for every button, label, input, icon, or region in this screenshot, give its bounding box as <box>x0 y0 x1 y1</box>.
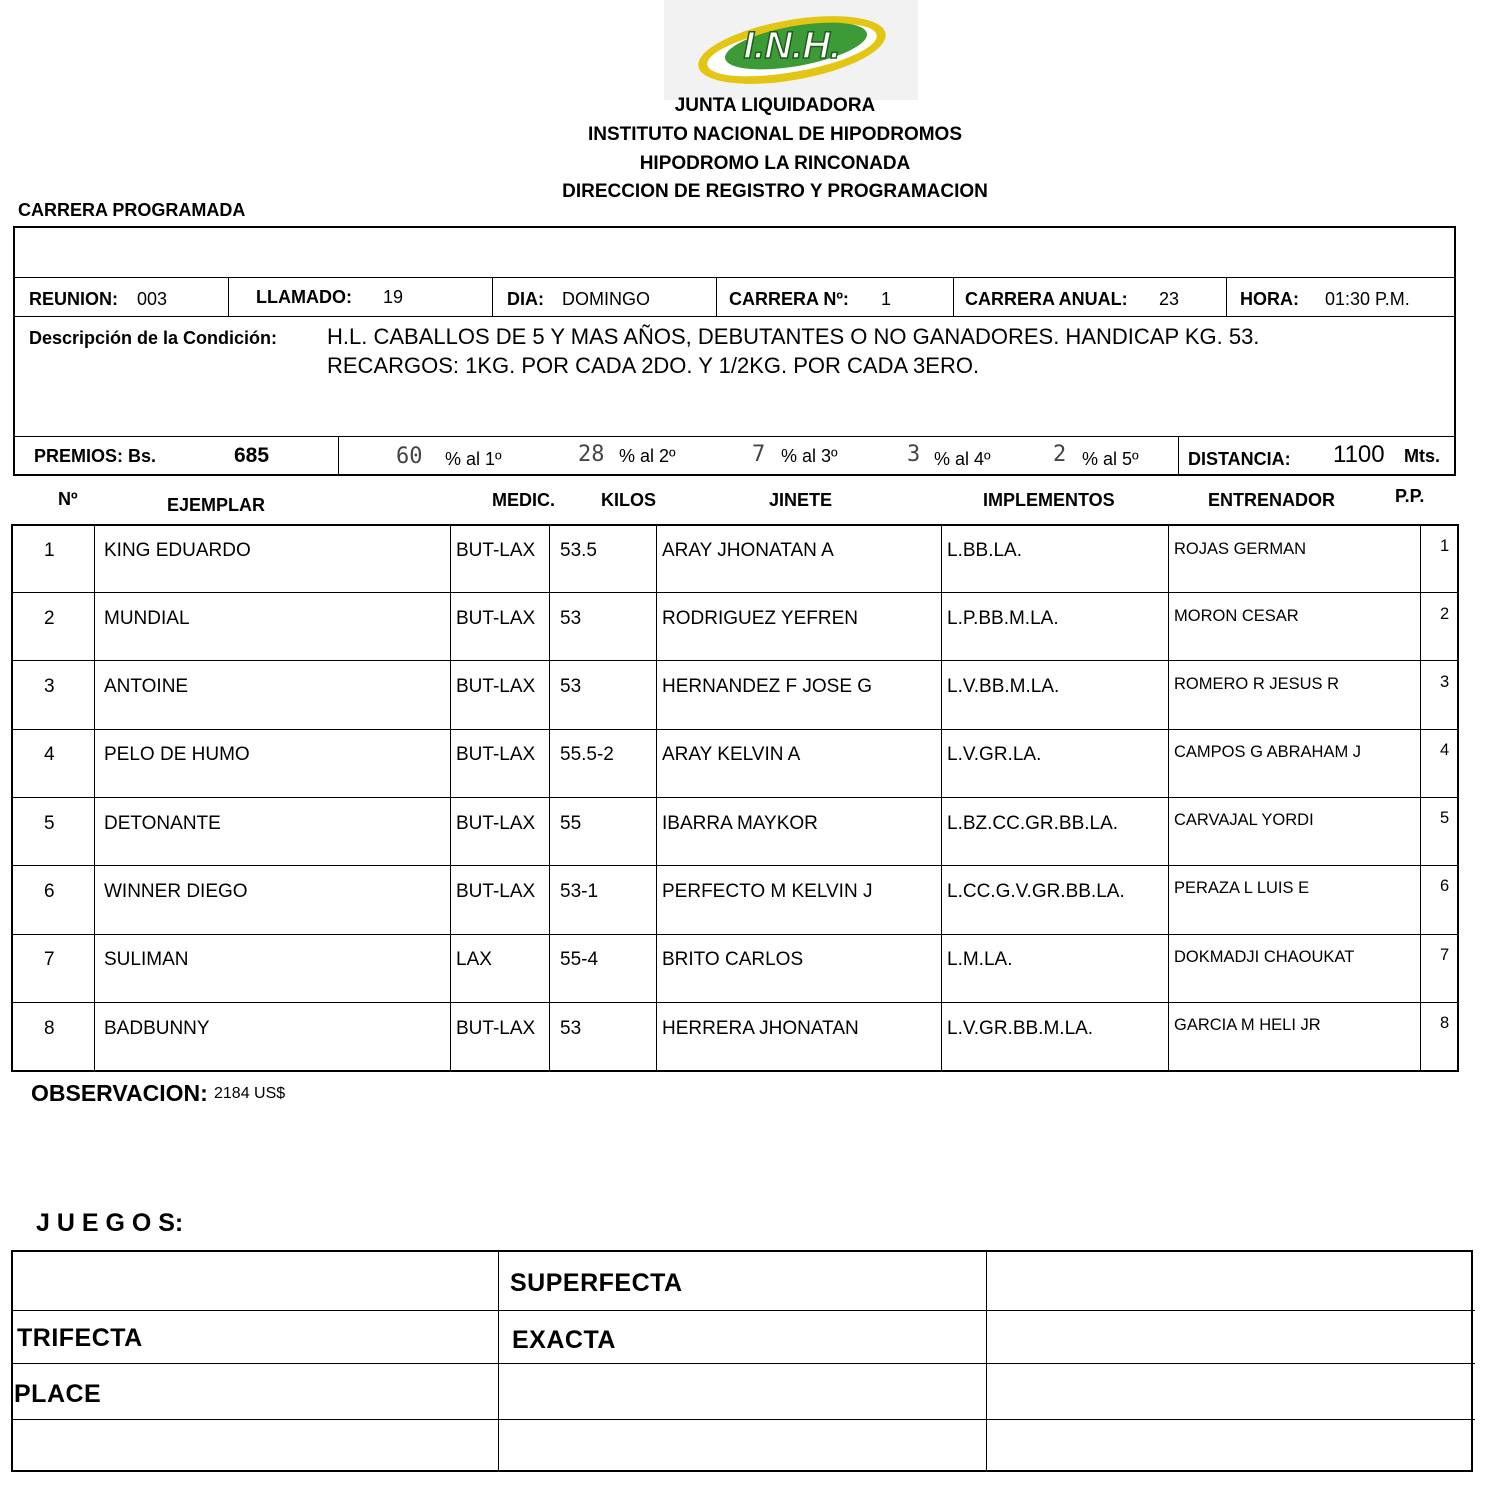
pct-5: 2 <box>1053 442 1067 467</box>
col-medic: MEDIC. <box>492 490 555 510</box>
col-num: Nº <box>58 489 78 509</box>
row-8-equipment: L.V.GR.BB.M.LA. <box>947 1018 1094 1039</box>
row-3-jockey: HERNANDEZ F JOSE G <box>662 676 873 697</box>
inh-logo-graphic <box>664 0 918 100</box>
pct-2: 28 <box>578 442 605 467</box>
row-3-medic: BUT-LAX <box>456 676 536 697</box>
row-2-num: 2 <box>44 608 55 629</box>
row-8-horse: BADBUNNY <box>104 1018 210 1039</box>
row-1-horse: KING EDUARDO <box>104 540 251 561</box>
row-7-medic: LAX <box>456 949 492 970</box>
pct-5-label: % al 5º <box>1082 449 1139 469</box>
game-trifecta: TRIFECTA <box>17 1324 143 1352</box>
row-7-trainer: DOKMADJI CHAOUKAT <box>1174 948 1355 966</box>
row-1-kilos: 53.5 <box>560 540 597 561</box>
dia-label: DIA: <box>507 289 544 309</box>
pct-4: 3 <box>907 442 921 467</box>
game-place: PLACE <box>14 1380 102 1408</box>
row-6-pp: 6 <box>1440 877 1450 895</box>
row-2-kilos: 53 <box>560 608 582 629</box>
row-7-pp: 7 <box>1440 946 1450 964</box>
row-6-horse: WINNER DIEGO <box>104 881 248 902</box>
row-1-trainer: ROJAS GERMAN <box>1174 540 1307 558</box>
row-2-medic: BUT-LAX <box>456 608 536 629</box>
row-1-medic: BUT-LAX <box>456 540 536 561</box>
row-7-horse: SULIMAN <box>104 949 189 970</box>
premios-amount: 685 <box>234 444 270 467</box>
juegos-title: J U E G O S: <box>36 1209 184 1237</box>
condition-line-1: H.L. CABALLOS DE 5 Y MAS AÑOS, DEBUTANTES O NO GANADORES. HANDICAP KG. 53. <box>327 324 1260 349</box>
row-5-equipment: L.BZ.CC.GR.BB.LA. <box>947 813 1119 834</box>
col-horse: EJEMPLAR <box>167 495 266 515</box>
row-5-jockey: IBARRA MAYKOR <box>662 813 818 834</box>
pct-3: 7 <box>752 442 766 467</box>
hora-value: 01:30 P.M. <box>1325 289 1410 309</box>
row-7-num: 7 <box>44 949 55 970</box>
row-2-horse: MUNDIAL <box>104 608 190 629</box>
row-6-equipment: L.CC.G.V.GR.BB.LA. <box>947 881 1125 902</box>
distancia-label: DISTANCIA: <box>1188 449 1291 469</box>
row-6-trainer: PERAZA L LUIS E <box>1174 879 1310 897</box>
llamado-label: LLAMADO: <box>256 287 352 307</box>
hora-label: HORA: <box>1240 289 1299 309</box>
games-table <box>11 1250 1473 1472</box>
dia-value: DOMINGO <box>562 289 650 309</box>
game-superfecta: SUPERFECTA <box>510 1269 683 1297</box>
row-4-equipment: L.V.GR.LA. <box>947 744 1042 765</box>
distancia-value: 1100 <box>1333 441 1385 468</box>
row-6-medic: BUT-LAX <box>456 881 536 902</box>
section-title: CARRERA PROGRAMADA <box>18 200 246 220</box>
row-1-jockey: ARAY JHONATAN A <box>662 540 834 561</box>
row-2-trainer: MORON CESAR <box>1174 607 1299 625</box>
observacion-value: 2184 US$ <box>214 1085 286 1102</box>
pct-4-label: % al 4º <box>934 449 991 469</box>
pct-3-label: % al 3º <box>781 446 838 466</box>
row-4-horse: PELO DE HUMO <box>104 744 250 765</box>
pct-1-label: % al 1º <box>445 449 502 469</box>
inh-logo <box>664 0 918 100</box>
carrera-value: 1 <box>881 289 892 309</box>
row-5-pp: 5 <box>1440 809 1450 827</box>
row-5-kilos: 55 <box>560 813 582 834</box>
row-4-num: 4 <box>44 744 55 765</box>
row-5-num: 5 <box>44 813 55 834</box>
row-4-pp: 4 <box>1440 741 1450 759</box>
llamado-value: 19 <box>383 287 404 307</box>
row-3-num: 3 <box>44 676 55 697</box>
condition-text <box>327 322 1259 380</box>
col-kilos: KILOS <box>601 490 657 510</box>
pct-2-label: % al 2º <box>619 446 676 466</box>
row-8-pp: 8 <box>1440 1014 1450 1032</box>
row-8-kilos: 53 <box>560 1018 582 1039</box>
pct-1: 60 <box>396 444 423 469</box>
row-1-num: 1 <box>44 540 55 561</box>
row-7-kilos: 55-4 <box>560 949 599 970</box>
row-5-horse: DETONANTE <box>104 813 221 834</box>
logo-text: I.N.H. <box>743 25 841 67</box>
header-line-4: DIRECCION DE REGISTRO Y PROGRAMACION <box>562 181 988 202</box>
condition-label: Descripción de la Condición: <box>29 328 278 348</box>
observacion-label: OBSERVACION: <box>31 1080 208 1106</box>
header-line-3: HIPODROMO LA RINCONADA <box>639 153 911 174</box>
row-5-medic: BUT-LAX <box>456 813 536 834</box>
row-8-jockey: HERRERA JHONATAN <box>662 1018 859 1039</box>
row-3-equipment: L.V.BB.M.LA. <box>947 676 1060 697</box>
carrera-label: CARRERA Nº: <box>729 289 849 309</box>
row-6-num: 6 <box>44 881 55 902</box>
row-2-equipment: L.P.BB.M.LA. <box>947 608 1059 629</box>
row-3-horse: ANTOINE <box>104 676 189 697</box>
row-7-equipment: L.M.LA. <box>947 949 1013 970</box>
reunion-label: REUNION: <box>29 289 118 309</box>
row-3-kilos: 53 <box>560 676 582 697</box>
header-line-1: JUNTA LIQUIDADORA <box>674 95 876 116</box>
row-4-jockey: ARAY KELVIN A <box>662 744 801 765</box>
row-4-kilos: 55.5-2 <box>560 744 614 765</box>
row-2-jockey: RODRIGUEZ YEFREN <box>662 608 859 629</box>
carrera-anual-label: CARRERA ANUAL: <box>965 289 1128 309</box>
row-3-pp: 3 <box>1440 673 1450 691</box>
distancia-unit: Mts. <box>1404 446 1440 466</box>
condition-line-2: RECARGOS: 1KG. POR CADA 2DO. Y 1/2KG. POR CADA 3ERO. <box>327 353 980 378</box>
row-2-pp: 2 <box>1440 605 1450 623</box>
row-5-trainer: CARVAJAL YORDI <box>1174 811 1314 829</box>
row-1-equipment: L.BB.LA. <box>947 540 1022 561</box>
col-pp: P.P. <box>1395 486 1425 506</box>
row-6-jockey: PERFECTO M KELVIN J <box>662 881 873 902</box>
row-8-medic: BUT-LAX <box>456 1018 536 1039</box>
row-4-medic: BUT-LAX <box>456 744 536 765</box>
row-8-trainer: GARCIA M HELI JR <box>1174 1016 1321 1034</box>
carrera-anual-value: 23 <box>1159 289 1180 309</box>
col-trainer: ENTRENADOR <box>1208 490 1336 510</box>
row-4-trainer: CAMPOS G ABRAHAM J <box>1174 743 1362 761</box>
header-line-2: INSTITUTO NACIONAL DE HIPODROMOS <box>587 124 963 145</box>
row-7-jockey: BRITO CARLOS <box>662 949 804 970</box>
col-jockey: JINETE <box>769 490 833 510</box>
row-3-trainer: ROMERO R JESUS R <box>1174 675 1340 693</box>
row-6-kilos: 53-1 <box>560 881 599 902</box>
row-1-pp: 1 <box>1440 537 1450 555</box>
game-exacta: EXACTA <box>512 1326 616 1354</box>
reunion-value: 003 <box>137 289 168 309</box>
row-8-num: 8 <box>44 1018 55 1039</box>
premios-label: PREMIOS: Bs. <box>34 446 157 466</box>
col-equipment: IMPLEMENTOS <box>983 490 1115 510</box>
